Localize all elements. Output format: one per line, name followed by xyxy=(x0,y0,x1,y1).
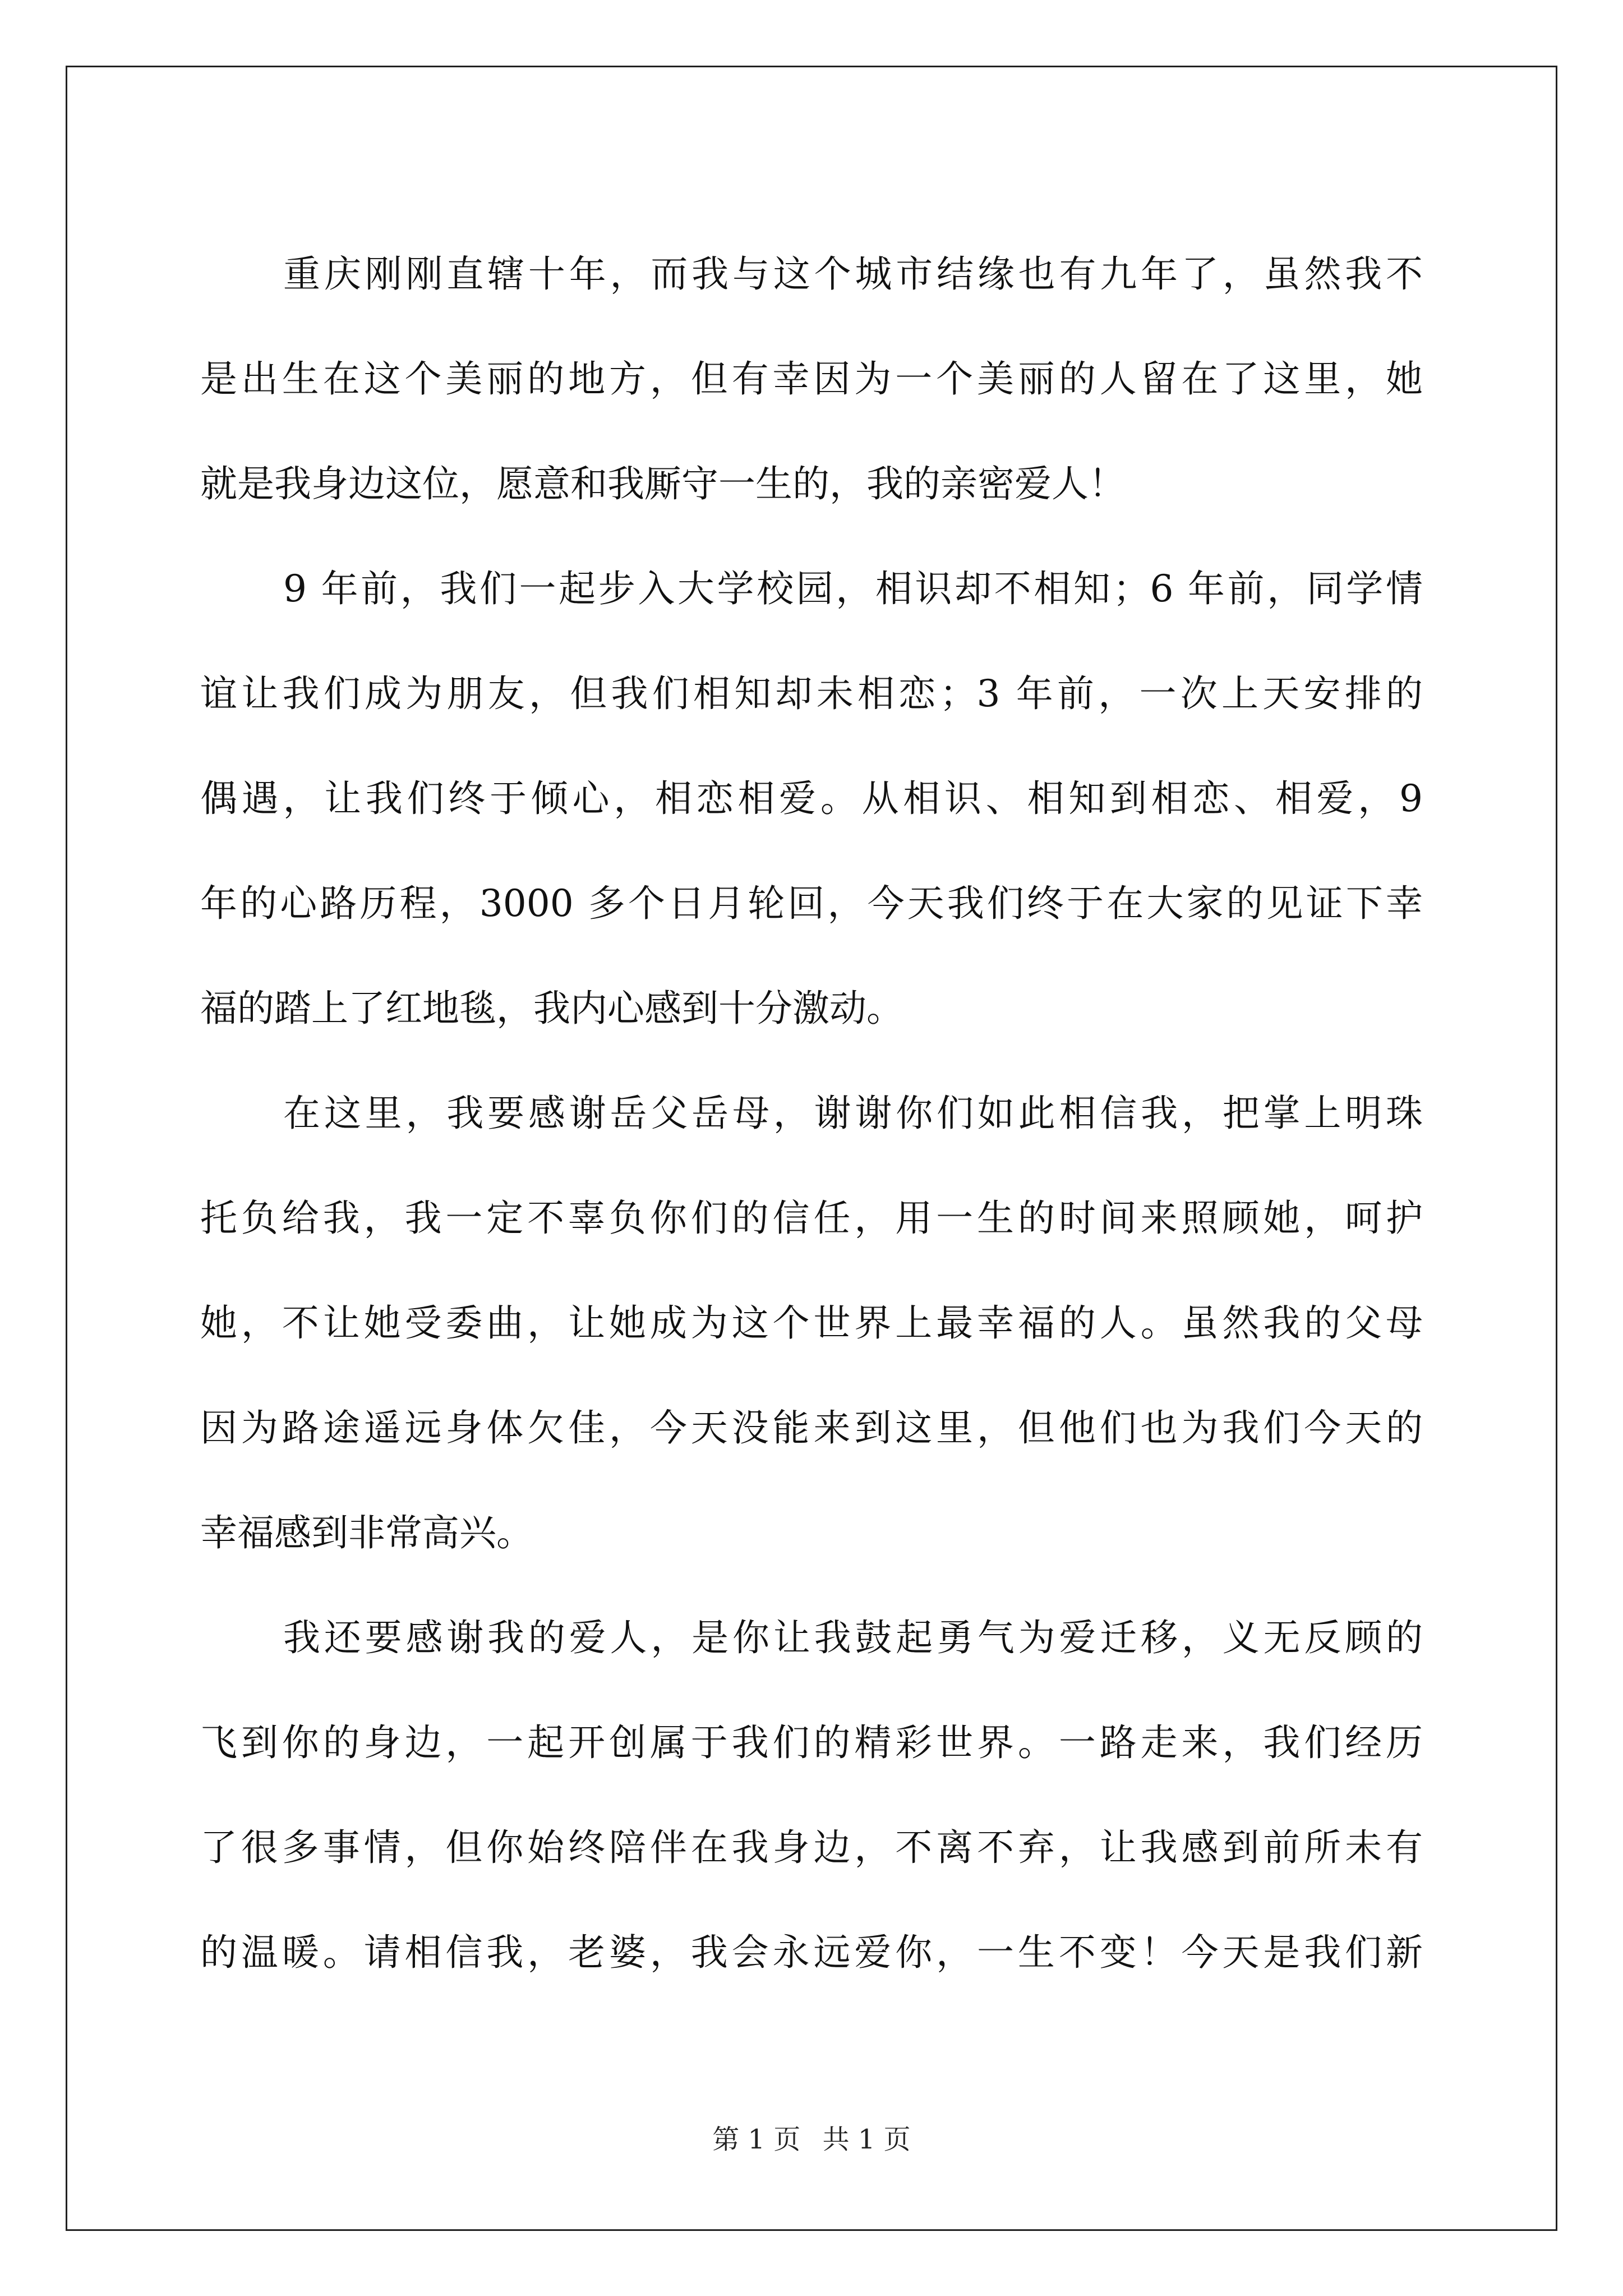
page-number-total: 共 1 页 xyxy=(822,2124,911,2155)
paragraph-1 xyxy=(200,222,1423,536)
paragraph-4 xyxy=(200,1585,1423,2005)
text-line: 了很多事情，但你始终陪伴在我身边，不离不弃，让我感到前所未有 xyxy=(200,1826,1423,1869)
page-footer xyxy=(0,2118,1623,2156)
page-number-current: 第 1 页 xyxy=(712,2124,801,2155)
text-line: 是出生在这个美丽的地方，但有幸因为一个美丽的人留在了这里，她 xyxy=(200,357,1423,401)
text-line: 福的踏上了红地毯，我内心感到十分激动。 xyxy=(200,987,903,1030)
text-line: 谊让我们成为朋友，但我们相知却未相恋；3 年前，一次上天安排的 xyxy=(200,672,1423,715)
text-line: 偶遇，让我们终于倾心，相恋相爱。从相识、相知到相恋、相爱，9 xyxy=(200,777,1423,820)
paragraph-3 xyxy=(200,1061,1423,1585)
text-line: 9 年前，我们一起步入大学校园，相识却不相知；6 年前，同学情 xyxy=(283,567,1423,610)
text-line: 就是我身边这位，愿意和我厮守一生的，我的亲密爱人！ xyxy=(200,462,1126,505)
text-line: 她，不让她受委曲，让她成为这个世界上最幸福的人。虽然我的父母 xyxy=(200,1301,1423,1345)
text-line: 幸福感到非常高兴。 xyxy=(200,1511,533,1554)
text-line: 重庆刚刚直辖十年，而我与这个城市结缘也有九年了，虽然我不 xyxy=(283,252,1423,296)
paragraph-2 xyxy=(200,536,1423,1061)
text-line: 年的心路历程，3000 多个日月轮回，今天我们终于在大家的见证下幸 xyxy=(200,882,1423,925)
text-line: 托负给我，我一定不辜负你们的信任，用一生的时间来照顾她，呵护 xyxy=(200,1197,1423,1240)
document-body xyxy=(200,222,1423,2005)
text-line: 我还要感谢我的爱人，是你让我鼓起勇气为爱迁移，义无反顾的 xyxy=(283,1616,1423,1659)
text-line: 飞到你的身边，一起开创属于我们的精彩世界。一路走来，我们经历 xyxy=(200,1721,1423,1764)
text-line: 在这里，我要感谢岳父岳母，谢谢你们如此相信我，把掌上明珠 xyxy=(283,1092,1423,1135)
text-line: 因为路途遥远身体欠佳，今天没能来到这里，但他们也为我们今天的 xyxy=(200,1406,1423,1450)
text-line: 的温暖。请相信我，老婆，我会永远爱你，一生不变！今天是我们新 xyxy=(200,1931,1423,1974)
